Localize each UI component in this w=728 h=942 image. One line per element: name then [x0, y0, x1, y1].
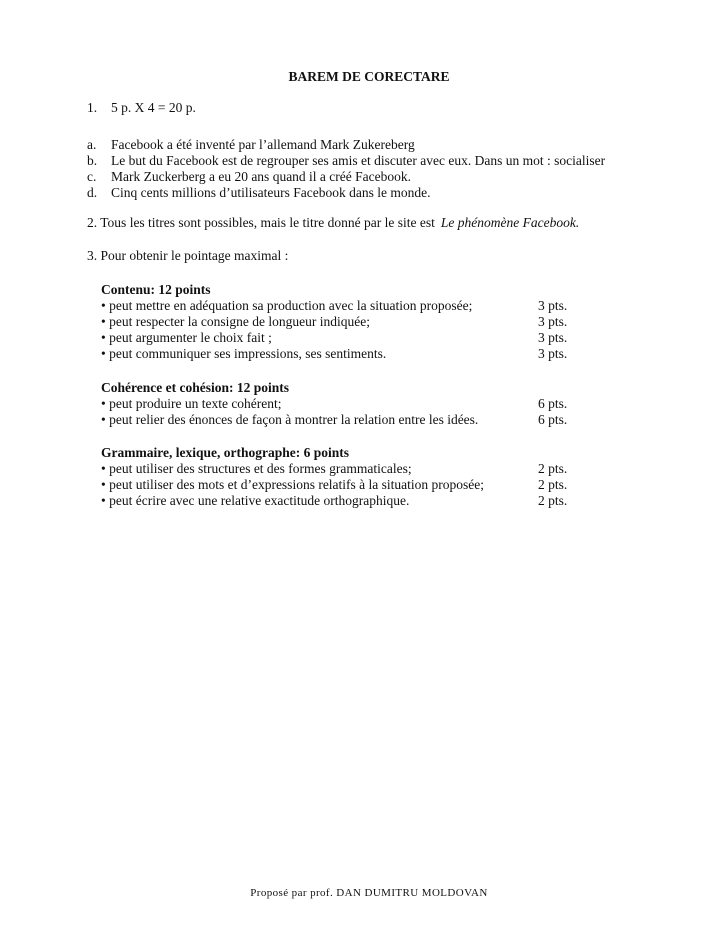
document-title: [0, 69, 728, 85]
criterion-description: • peut relier des énonces de façon à montrer la relation entre les idées.: [101, 412, 479, 427]
criterion-row: [101, 461, 581, 477]
criteria-section-coherence: [101, 380, 581, 428]
criterion-points: 2 pts.: [538, 493, 568, 508]
section-heading: Grammaire, lexique, orthographe: 6 points: [101, 445, 349, 460]
question-2-text: 2. Tous les titres sont possibles, mais le titre donné par le site est: [87, 215, 435, 230]
question-1: [87, 100, 196, 116]
answer-text: Cinq cents millions d’utilisateurs Facebook dans le monde.: [111, 185, 431, 200]
question-1-number: 1.: [87, 100, 98, 115]
question-3: [87, 248, 288, 264]
answer-item: [87, 153, 605, 169]
answer-item: [87, 185, 605, 201]
section-heading: Contenu: 12 points: [101, 282, 211, 297]
criterion-row: [101, 330, 581, 346]
criterion-row: [101, 346, 581, 362]
criterion-description: • peut argumenter le choix fait ;: [101, 330, 272, 345]
criterion-points: 3 pts.: [538, 314, 568, 329]
criterion-points: 2 pts.: [538, 477, 568, 492]
criterion-description: • peut produire un texte cohérent;: [101, 396, 282, 411]
criterion-points: 6 pts.: [538, 396, 568, 411]
answer-item: [87, 137, 605, 153]
answer-letter: b.: [87, 153, 98, 168]
criterion-description: • peut utiliser des mots et d’expressions relatifs à la situation proposée;: [101, 477, 485, 492]
answer-letter: a.: [87, 137, 97, 152]
criterion-description: • peut respecter la consigne de longueur indiquée;: [101, 314, 371, 329]
question-2: [87, 215, 579, 231]
criterion-description: • peut utiliser des structures et des formes grammaticales;: [101, 461, 412, 476]
criterion-row: [101, 412, 581, 428]
question-2-title: Le phénomène Facebook.: [440, 215, 580, 230]
section-heading: Cohérence et cohésion: 12 points: [101, 380, 289, 395]
criterion-row: [101, 298, 581, 314]
criterion-points: 6 pts.: [538, 412, 568, 427]
criterion-row: [101, 314, 581, 330]
footer-credit-text: Proposé par prof. DAN DUMITRU MOLDOVAN: [250, 887, 488, 899]
criterion-points: 3 pts.: [538, 346, 568, 361]
question-3-text: 3. Pour obtenir le pointage maximal :: [87, 248, 289, 263]
criterion-row: [101, 477, 581, 493]
answer-letter: d.: [87, 185, 98, 200]
criterion-row: [101, 396, 581, 412]
criterion-points: 3 pts.: [538, 330, 568, 345]
criterion-description: • peut écrire avec une relative exactitude orthographique.: [101, 493, 410, 508]
document-title-text: BAREM DE CORECTARE: [288, 69, 450, 84]
answer-text: Mark Zuckerberg a eu 20 ans quand il a créé Facebook.: [111, 169, 412, 184]
answer-text: Facebook a été inventé par l’allemand Mark Zukereberg: [111, 137, 415, 152]
answer-item: [87, 169, 605, 185]
criterion-description: • peut mettre en adéquation sa production avec la situation proposée;: [101, 298, 473, 313]
criterion-description: • peut communiquer ses impressions, ses sentiments.: [101, 346, 387, 361]
question-1-text: 5 p. X 4 = 20 p.: [111, 100, 196, 115]
footer-credit: [0, 885, 728, 901]
criteria-section-grammar: [101, 445, 581, 509]
criterion-row: [101, 493, 581, 509]
answer-text: Le but du Facebook est de regrouper ses amis et discuter avec eux. Dans un mot : socialiser: [111, 153, 606, 168]
criterion-points: 2 pts.: [538, 461, 568, 476]
answer-list: [87, 137, 605, 201]
criterion-points: 3 pts.: [538, 298, 568, 313]
criteria-section-content: [101, 282, 581, 362]
answer-letter: c.: [87, 169, 97, 184]
